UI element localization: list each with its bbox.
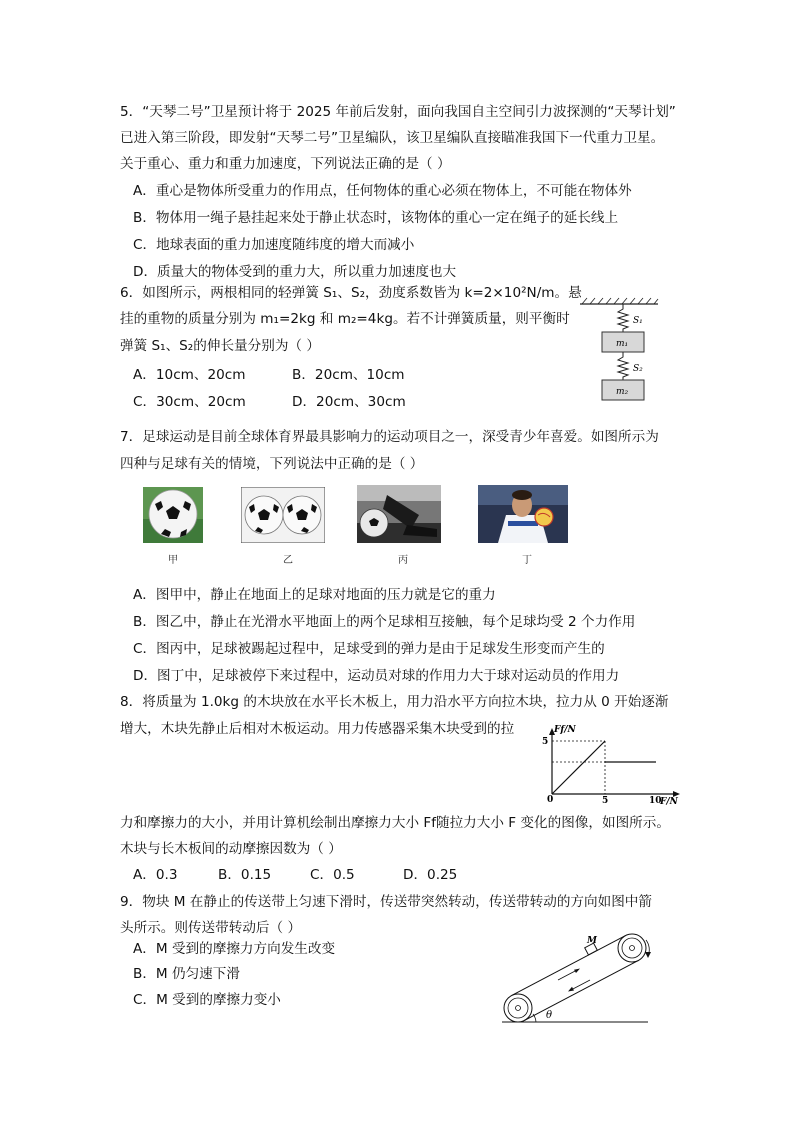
conveyor-figure [498,928,670,1026]
caption-ding: 丁 [522,555,532,566]
mass-m2-label: m₂ [616,387,629,397]
q6-stem-line-2: 挂的重物的质量分别为 m₁=2kg 和 m₂=4kg。若不计弹簧质量，则平衡时 [120,311,570,327]
q5-stem-line-2: 已进入第三阶段，即发射“天琴二号”卫星编队，该卫星编队直接瞄准我国下一代重力卫星。 [120,130,665,146]
q5-option-d: D．质量大的物体受到的重力大，所以重力加速度也大 [133,264,457,280]
q9-stem-line-2: 头所示。则传送带转动后（ ） [120,920,302,936]
q8-stem-line-1: 8．将质量为 1.0kg 的木块放在水平长木板上，用力沿水平方向拉木块，拉力从 0 开始逐渐 [120,694,669,710]
friction-chart [538,722,684,808]
photo-yi [241,487,325,543]
q8-option-b: B．0.15 [218,867,272,883]
photo-ding [478,485,568,543]
q7-option-b: B．图乙中，静止在光滑水平地面上的两个足球相互接触，每个足球均受 2 个力作用 [133,614,636,630]
x-tick-5: 5 [602,796,609,806]
q7-stem-line-2: 四种与足球有关的情境，下列说法中正确的是（ ） [120,456,424,472]
q9-option-a: A．M 受到的摩擦力方向发生改变 [133,941,336,957]
q5-option-a: A．重心是物体所受重力的作用点，任何物体的重心必须在物体上，不可能在物体外 [133,183,632,199]
q7-option-c: C．图丙中，足球被踢起过程中，足球受到的弹力是由于足球发生形变而产生的 [133,641,605,657]
q6-option-a: A．10cm、20cm [133,367,246,383]
q9-option-c: C．M 受到的摩擦力变小 [133,992,281,1008]
spring-s1 [618,304,628,332]
spring-s1-label: S₁ [633,316,643,326]
block-m-label: M [587,936,597,946]
q8-option-d: D．0.25 [403,867,458,883]
x-axis-label: F/N [660,797,678,807]
mass-m1-label: m₁ [616,339,629,349]
q6-stem-line-1: 6．如图所示，两根相同的轻弹簧 S₁、S₂，劲度系数皆为 k=2×10²N/m。悬 [120,285,582,301]
q7-option-d: D．图丁中，足球被停下来过程中，运动员对球的作用力大于球对运动员的作用力 [133,668,620,684]
origin-label: 0 [547,795,554,805]
y-axis-label: Ff/N [554,725,576,735]
q6-option-b: B．20cm、10cm [292,367,405,383]
spring-figure [578,292,660,402]
q8-stem-line-4: 木块与长木板间的动摩擦因数为（ ） [120,841,342,857]
caption-yi: 乙 [283,555,293,566]
caption-jia: 甲 [168,555,178,566]
spring-s2-label: S₂ [633,364,643,374]
belt-upper [512,936,626,996]
q7-stem-line-1: 7．足球运动是目前全球体育界最具影响力的运动项目之一，深受青少年喜爱。如图所示为 [120,429,659,445]
belt-lower [525,960,639,1020]
caption-bing: 丙 [398,555,408,566]
q5-stem-line-1: 5．“天琴二号”卫星预计将于 2025 年前后发射，面向我国自主空间引力波探测的“天琴计划” [120,104,676,120]
q7-option-a: A．图甲中，静止在地面上的足球对地面的压力就是它的重力 [133,587,496,603]
x-tick-10: 10 [649,796,662,806]
y-tick-5: 5 [542,737,549,747]
q8-option-c: C．0.5 [310,867,355,883]
q6-stem-line-3: 弹簧 S₁、S₂的伸长量分别为（ ） [120,338,320,354]
q8-stem-line-2: 增大，木块先静止后相对木板运动。用力传感器采集木块受到的拉 [120,721,515,737]
q5-option-b: B．物体用一绳子悬挂起来处于静止状态时，该物体的重心一定在绳子的延长线上 [133,210,619,226]
static-friction-line [552,741,605,794]
spring-s2 [618,352,628,380]
theta-label: θ [546,1010,553,1021]
q6-option-d: D．20cm、30cm [292,394,406,410]
q5-stem-line-3: 关于重心、重力和重力加速度，下列说法正确的是（ ） [120,156,451,172]
q9-stem-line-1: 9．物块 M 在静止的传送带上匀速下滑时，传送带突然转动，传送带转动的方向如图中箭 [120,894,652,910]
photo-jia [143,487,203,543]
q6-option-c: C．30cm、20cm [133,394,246,410]
photo-bing [357,485,441,543]
q8-stem-line-3: 力和摩擦力的大小，并用计算机绘制出摩擦力大小 Ff随拉力大小 F 变化的图像，如图所示。 [120,815,670,831]
q8-option-a: A．0.3 [133,867,178,883]
q9-option-b: B．M 仍匀速下滑 [133,966,240,982]
q5-option-c: C．地球表面的重力加速度随纬度的增大而减小 [133,237,415,253]
